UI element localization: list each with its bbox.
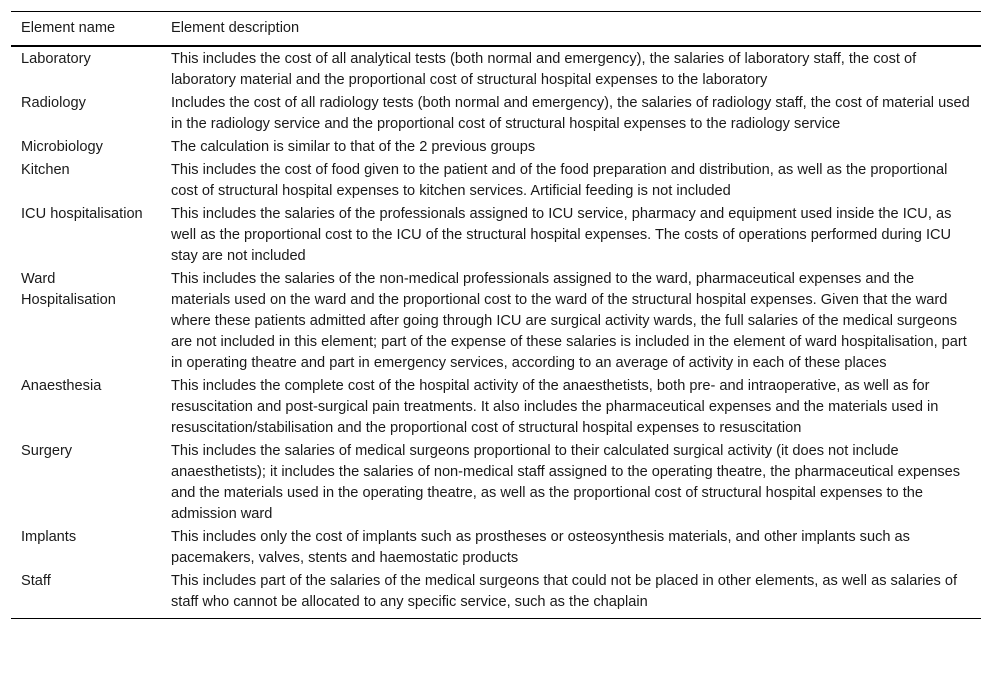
cost-elements-table-container bbox=[11, 11, 981, 619]
element-description-cell: This includes part of the salaries of the medical surgeons that could not be placed in other elements, as well as salaries of staff who cannot be allocated to any specific service, such as the chaplain bbox=[171, 573, 958, 610]
element-name-cell: Laboratory bbox=[21, 51, 91, 67]
table-header bbox=[11, 12, 981, 47]
element-description-cell: Includes the cost of all radiology tests (both normal and emergency), the salaries of radiology staff, the cost of material used in the radiology service and the proportional cost of structural hospital expenses to the radiology service bbox=[171, 95, 970, 132]
element-description-cell: The calculation is similar to that of the 2 previous groups bbox=[171, 139, 536, 155]
table-body bbox=[11, 46, 981, 619]
element-description-cell: This includes the salaries of medical surgeons proportional to their calculated surgical activity (it does not include anaesthetists); it includes the salaries of non-medical staff assigned to the operating theatre, the pharmaceutical expenses and the materials used in the operating theatre, as well as the proportional cost of structural hospital expenses to the admission ward bbox=[171, 443, 961, 522]
header-element-name: Element name bbox=[21, 20, 116, 36]
element-description-cell: This includes only the cost of implants such as prostheses or osteosynthesis materials, and other implants such as pacemakers, valves, stents and haemostatic products bbox=[171, 529, 910, 566]
table-row bbox=[11, 440, 981, 526]
element-name-cell: Implants bbox=[21, 529, 77, 545]
element-name-cell: Surgery bbox=[21, 443, 73, 459]
element-description-cell: This includes the cost of food given to the patient and of the food preparation and distribution, as well as the proportional cost of structural hospital expenses to kitchen services. Artificial feeding is not included bbox=[171, 162, 948, 199]
table-row bbox=[11, 570, 981, 619]
element-description-cell: This includes the cost of all analytical tests (both normal and emergency), the salaries of laboratory staff, the cost of laboratory material and the proportional cost of structural hospital expenses to the laboratory bbox=[171, 51, 917, 88]
table-row bbox=[11, 526, 981, 570]
element-description-cell: This includes the complete cost of the hospital activity of the anaesthetists, both pre- and intraoperative, as well as for resuscitation and post-surgical pain treatments. It also includes the pharmaceutical expenses and the materials used in resuscitation/stabilisation and the proportional cost of structural hospital expenses to resuscitation bbox=[171, 378, 939, 436]
header-element-description: Element description bbox=[171, 20, 300, 36]
element-name-cell: Anaesthesia bbox=[21, 378, 102, 394]
element-description-cell: This includes the salaries of the non-medical professionals assigned to the ward, pharmaceutical expenses and the materials used on the ward and the proportional cost to the ward of the structural hospital expenses. Given that the ward where these patients admitted after going through ICU are surgical activity wards, the full salaries of the medical surgeons are not included in this element; part of the expense of these salaries is included in the element of ward hospitalisation, part in operating theatre and part in emergency services, according to an average of activity in each of these places bbox=[171, 271, 967, 371]
element-description-cell: This includes the salaries of the professionals assigned to ICU service, pharmacy and equipment used inside the ICU, as well as the proportional cost to the ICU of the structural hospital expenses. The costs of operations performed during ICU stay are not included bbox=[171, 206, 952, 264]
element-name-cell: Staff bbox=[21, 573, 51, 589]
table-row bbox=[11, 46, 981, 92]
table-row bbox=[11, 375, 981, 440]
table-row bbox=[11, 92, 981, 136]
element-name-cell: Ward Hospitalisation bbox=[21, 271, 116, 308]
table-row bbox=[11, 203, 981, 268]
element-name-cell: ICU hospitalisation bbox=[21, 206, 143, 222]
cost-elements-table bbox=[11, 11, 981, 619]
table-row bbox=[11, 268, 981, 375]
header-row bbox=[11, 12, 981, 47]
element-name-cell: Microbiology bbox=[21, 139, 103, 155]
table-row bbox=[11, 159, 981, 203]
table-row bbox=[11, 136, 981, 159]
element-name-cell: Radiology bbox=[21, 95, 86, 111]
element-name-cell: Kitchen bbox=[21, 162, 70, 178]
